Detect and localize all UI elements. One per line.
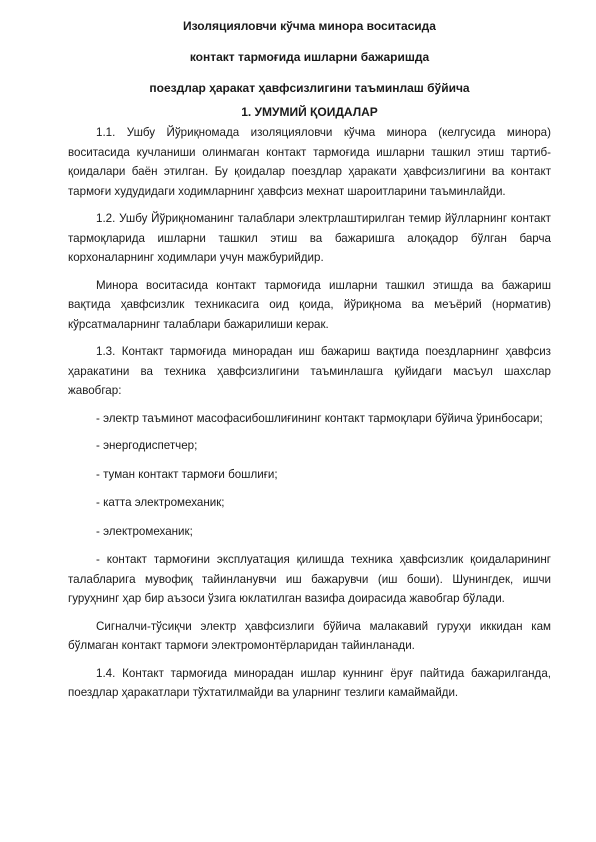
list-item-work-supervisor: - контакт тармоғини эксплуатация қилишда техника ҳавфсизлик қоидаларининг талабларига мувофиқ тайинланувчи иш бажарувчи (иш боши). Шунингдек, ишчи гуруҳнинг ҳар бир аъзоси ўзига юклатилган вазифа доирасида жавобгар бўлади.: [68, 553, 551, 605]
list-item-energy-dispatcher: - энергодиспетчер;: [96, 439, 198, 452]
paragraph-tower-safety: Минора воситасида контакт тармоғида ишларни ташкил этишда ва бажариш вақтида ҳавфсизлик техникасига оид қоида, йўриқнома ва меъёрий (норматив) кўрсатмаларнинг талаблари бажарилиши керак.: [68, 278, 551, 331]
document-title-line-3: поездлар ҳаракат ҳавфсизлигини таъминлаш бўйича: [149, 81, 470, 95]
paragraph-1-1: 1.1. Ушбу Йўриқномада изоляцияловчи кўчма минора (келгусида минора) воситасида кучланиши олинмаган контакт тармоғида ишларни ташкил этиш тартиб-қоидалари баён этилган. Бу қоидалар поездлар ҳаракати ҳавфсизлигини ва контакт тармоғи худудидаги ходимларнинг ҳавфсиз мехнат шароитларини таъминлайди.: [68, 126, 551, 198]
paragraph-signalman: Сигналчи-тўсиқчи электр ҳавфсизлиги бўйича малакавий гуруҳи иккидан кам бўлмаган контакт тармоғи электромонтёрларидан тайинланади.: [68, 619, 551, 652]
document-page: [68, 18, 551, 711]
paragraph-1-3: 1.3. Контакт тармоғида минорадан иш бажариш вақтида поездларнинг ҳавфсиз ҳаракатини ва техника ҳавфсизлигини таъминлашга қуйидаги масъул шахслар жавобгар:: [68, 345, 551, 397]
document-title-line-2: контакт тармоғида ишларни бажаришда: [189, 50, 430, 64]
paragraph-1-2: 1.2. Ушбу Йўриқноманинг талаблари электрлаштирилган темир йўлларнинг контакт тармоқларида ишларни ташкил этиш ва бажаришга алоқадор бўлган барча корхоналарнинг ходимлари учун мажбурийдир.: [68, 212, 551, 264]
section-heading: 1. УМУМИЙ ҚОИДАЛАР: [241, 105, 378, 119]
paragraph-1-4: 1.4. Контакт тармоғида минорадан ишлар куннинг ёруғ пайтида бажарилганда, поездлар ҳаракатлари тўхтатилмайди ва уларнинг тезлиги камаймайди.: [68, 666, 551, 699]
list-item-senior-electromechanic: - катта электромеханик;: [96, 496, 225, 509]
list-item-electromechanic: - электромеханик;: [96, 524, 193, 538]
document-title-line-1: Изоляцияловчи кўчма минора воситасида: [183, 19, 436, 33]
list-item-district-head: - туман контакт тармоғи бошлиғи;: [96, 467, 278, 481]
list-item-deputy: - электр таъминот масофасибошлиғининг контакт тармоқлари бўйича ўринбосари;: [96, 411, 543, 425]
